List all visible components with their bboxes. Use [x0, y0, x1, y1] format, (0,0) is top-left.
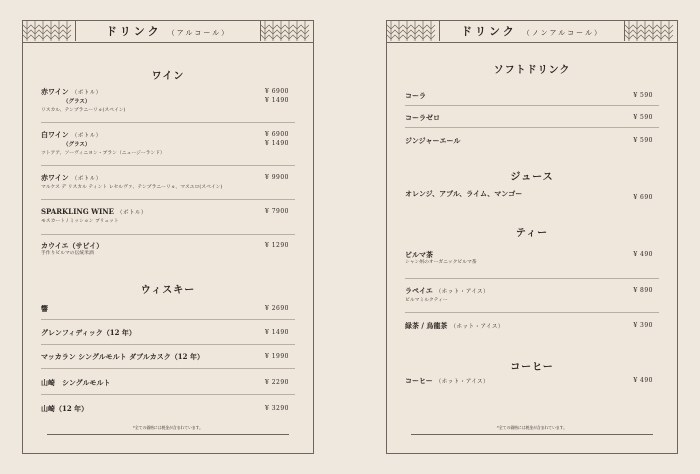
item-desc: モスカート / ミッション ブリュット — [41, 219, 119, 224]
item-note: （ホット・アイス） — [435, 379, 490, 385]
divider — [41, 344, 295, 345]
divider — [41, 165, 295, 166]
menu-item — [41, 130, 295, 158]
menu-item — [405, 189, 659, 201]
menu-item — [41, 352, 295, 361]
item-desc: ツトアア、ソーヴィニヨン・ブラン（ニュージーランド） — [41, 151, 165, 156]
item-price: ¥ 6900 — [265, 131, 289, 138]
item-price: ¥ 590 — [633, 92, 653, 99]
item-price: ¥ 6900 — [265, 88, 289, 95]
item-name: ラペイエ — [405, 286, 433, 295]
item-price: ¥ 1490 — [265, 140, 289, 147]
page-header — [387, 21, 677, 43]
item-price: ¥ 3290 — [265, 405, 289, 412]
item-name: グレンフィディック（12 年） — [41, 328, 136, 337]
page-title: ドリンク （ノンアルコール） — [460, 25, 604, 38]
section-title-coffee: コーヒー — [510, 362, 554, 373]
item-note: （ボトル） — [71, 176, 102, 182]
item-name: 白ワイン — [41, 130, 69, 139]
item-price: ¥ 9900 — [265, 174, 289, 181]
divider — [405, 312, 659, 313]
menu-page-non-alcohol — [386, 20, 678, 454]
item-price: ¥ 890 — [633, 287, 653, 294]
menu-item — [405, 136, 659, 145]
divider — [41, 199, 295, 200]
chevron-pattern-icon — [260, 21, 313, 41]
item-note: （ボトル） — [71, 90, 102, 96]
item-name: マッカラン シングルモルト ダブルカスク（12 年） — [41, 352, 204, 361]
item-desc: 手作りビルマの伝統米酒 — [41, 251, 94, 256]
item-name: オレンジ、アプル、ライム、マンゴー — [405, 189, 523, 198]
item-price: ¥ 390 — [633, 322, 653, 329]
menu-item — [41, 207, 295, 226]
item-sub: （グラス） — [63, 142, 91, 148]
item-name: 山崎（12 年） — [41, 404, 89, 413]
item-sub: （グラス） — [63, 99, 91, 105]
divider — [41, 122, 295, 123]
item-price: ¥ 1290 — [265, 242, 289, 249]
item-price: ¥ 590 — [633, 137, 653, 144]
item-price: ¥ 1990 — [265, 353, 289, 360]
menu-item — [41, 87, 295, 115]
item-name: SPARKLING WINE — [41, 207, 115, 216]
tax-footnote: *全ての価格には税金が含まれています。 — [133, 425, 203, 430]
page-header — [23, 21, 313, 43]
item-price: ¥ 690 — [633, 194, 653, 201]
chevron-pattern-icon — [387, 21, 440, 41]
item-price: ¥ 7900 — [265, 208, 289, 215]
divider — [405, 105, 659, 106]
divider — [41, 234, 295, 235]
menu-item — [41, 304, 295, 313]
divider — [41, 394, 295, 395]
section-title-tea: ティー — [515, 228, 549, 239]
tax-footnote: *全ての価格には税金が含まれています。 — [497, 425, 567, 430]
item-name: 赤ワイン — [41, 87, 69, 96]
item-price: ¥ 490 — [633, 377, 653, 384]
item-desc: シャン州のオーガニックビルマ茶 — [405, 260, 477, 265]
divider — [405, 278, 659, 279]
item-note: （ボトル） — [71, 133, 102, 139]
menu-item — [41, 241, 295, 258]
item-price: ¥ 1490 — [265, 97, 289, 104]
footer-divider — [411, 434, 653, 435]
item-note: （ホット・アイス） — [435, 289, 490, 295]
divider — [405, 127, 659, 128]
item-name: ビルマ茶 — [405, 250, 433, 259]
item-name: 山崎 シングルモルト — [41, 378, 111, 387]
item-name: コーラ — [405, 91, 426, 100]
menu-item — [405, 321, 659, 332]
item-note: （ボトル） — [117, 210, 148, 216]
chevron-pattern-icon — [624, 21, 677, 41]
item-price: ¥ 2690 — [265, 305, 289, 312]
menu-item — [41, 404, 295, 413]
item-name: コーラゼロ — [405, 113, 440, 122]
divider — [41, 319, 295, 320]
item-price: ¥ 2290 — [265, 379, 289, 386]
item-desc: ビルマミルクティー — [405, 298, 448, 303]
item-price: ¥ 490 — [633, 251, 653, 258]
item-name: ジンジャーエール — [405, 136, 461, 145]
section-title-wine: ワイン — [151, 71, 185, 82]
page-title: ドリンク （アルコール） — [105, 25, 231, 38]
item-note: （ホット・アイス） — [450, 324, 504, 330]
item-desc: マルケス デ リスカル ティント レセルヴァ、テンプラニーリョ、マスエロ(スペイン) — [41, 185, 223, 190]
item-name: 響 — [41, 304, 48, 313]
menu-item — [41, 173, 295, 192]
divider — [41, 368, 295, 369]
menu-item — [405, 376, 659, 387]
footer-divider — [47, 434, 289, 435]
menu-item — [41, 378, 295, 387]
item-name: 赤ワイン — [41, 173, 69, 182]
chevron-pattern-icon — [23, 21, 76, 41]
section-title-juice: ジュース — [510, 172, 554, 183]
menu-item — [41, 328, 295, 337]
menu-item — [405, 113, 659, 122]
menu-item — [405, 91, 659, 100]
item-desc: リスカル、テンプラニーリョ(スペイン) — [41, 108, 126, 113]
item-price: ¥ 1490 — [265, 329, 289, 336]
section-title-whisky: ウィスキー — [140, 285, 196, 296]
section-title-soft-drinks: ソフトドリンク — [493, 65, 571, 76]
menu-page-alcohol — [22, 20, 314, 454]
item-name: 緑茶 / 烏龍茶 — [405, 321, 448, 330]
menu-item — [405, 250, 659, 267]
item-price: ¥ 590 — [633, 114, 653, 121]
item-name: カウイエ（サビイ） — [41, 241, 104, 250]
menu-item — [405, 286, 659, 305]
item-name: コーヒー — [405, 376, 433, 385]
